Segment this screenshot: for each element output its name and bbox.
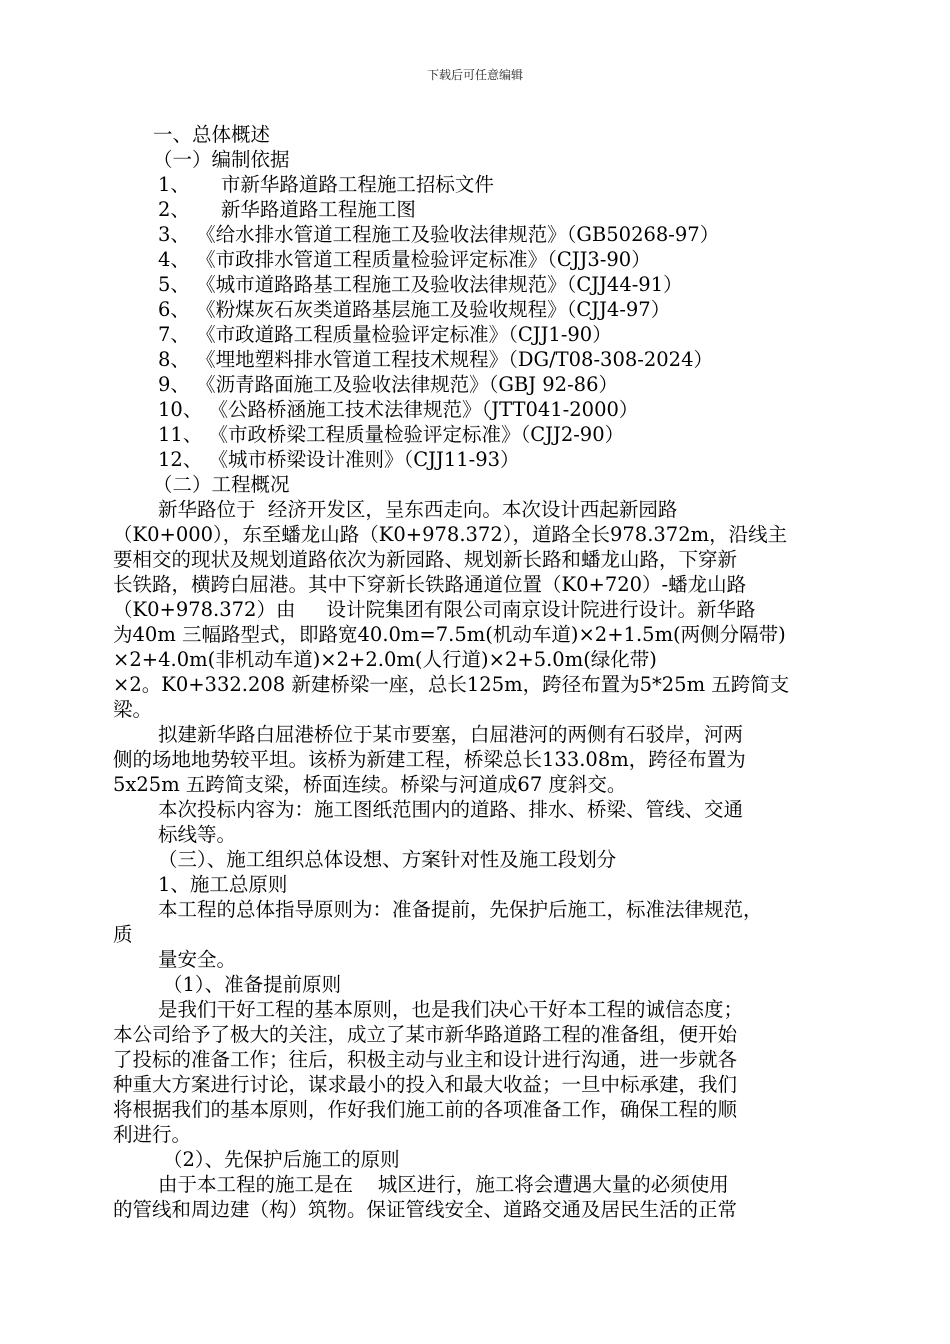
paragraph-line: ×2。K0+332.208 新建桥梁一座，总长125m，跨径布置为5*25m 五跨简支 [113, 673, 790, 696]
paragraph-line: 将根据我们的基本原则，作好我们施工前的各项准备工作，确保工程的顺 [113, 1098, 738, 1121]
item-heading: （1）、准备提前原则 [163, 973, 342, 996]
list-item: 4、 《市政排水管道工程质量检验评定标准》（CJJ3-90） [158, 248, 651, 271]
paragraph-line: 本工程的总体指导原则为：准备提前，先保护后施工，标准法律规范， [158, 898, 763, 921]
subsection-heading: （一）编制依据 [153, 148, 290, 171]
list-item: 10、 《公路桥涵施工技术法律规范》（JTT041-2000） [158, 398, 639, 421]
item-heading: （2）、先保护后施工的原则 [163, 1148, 400, 1171]
paragraph-line: 拟建新华路白屈港桥位于某市要塞，白屈港河的两侧有石驳岸，河两 [158, 723, 744, 746]
paragraph-line: 了投标的准备工作；往后，积极主动与业主和设计进行沟通，进一步就各 [113, 1048, 738, 1071]
list-item: 11、 《市政桥梁工程质量检验评定标准》（CJJ2-90） [158, 423, 625, 446]
document-body [113, 122, 843, 1222]
paragraph-line: 量安全。 [158, 948, 237, 971]
subsection-heading: （三）、施工组织总体设想、方案针对性及施工段划分 [158, 848, 617, 871]
paragraph-line: 是我们干好工程的基本原则，也是我们决心干好本工程的诚信态度； [158, 998, 744, 1021]
item-heading: 1、施工总原则 [158, 873, 288, 896]
paragraph-line: 5x25m 五跨简支梁，桥面连续。桥梁与河道成67 度斜交。 [113, 773, 627, 796]
list-item: 9、 《沥青路面施工及验收法律规范》（GBJ 92-86） [158, 373, 618, 396]
paragraph-line: （K0+978.372）由 设计院集团有限公司南京设计院进行设计。新华路 [113, 598, 756, 621]
list-item: 7、 《市政道路工程质量检验评定标准》（CJJ1-90） [158, 323, 612, 346]
list-item: 3、 《给水排水管道工程施工及验收法律规范》（GB50268-97） [158, 223, 720, 246]
paragraph-line: 利进行。 [113, 1123, 192, 1146]
paragraph-line: 新华路位于 经济开发区，呈东西走向。本次设计西起新园路 [158, 498, 678, 521]
list-item: 6、 《粉煤灰石灰类道路基层施工及验收规程》（CJJ4-97） [158, 298, 671, 321]
paragraph-line: 标线等。 [158, 823, 237, 846]
paragraph-line: 长铁路，横跨白屈港。其中下穿新长铁路通道位置（K0+720）-蟠龙山路 [113, 573, 747, 596]
paragraph-line: （K0+000），东至蟠龙山路（K0+978.372），道路全长978.372m，沿线主 [113, 523, 788, 546]
list-item: 12、 《城市桥梁设计准则》（CJJ11-93） [158, 448, 520, 471]
list-item: 1、 市新华路道路工程施工招标文件 [158, 173, 494, 196]
paragraph-line: 由于本工程的施工是在 城区进行，施工将会遭遇大量的必须使用 [158, 1173, 729, 1196]
list-item: 8、 《埋地塑料排水管道工程技术规程》（DG/T08-308-2024） [158, 348, 713, 371]
paragraph-line: 本次投标内容为：施工图纸范围内的道路、排水、桥梁、管线、交通 [158, 798, 744, 821]
paragraph-line: 种重大方案进行讨论，谋求最小的投入和最大收益；一旦中标承建，我们 [113, 1073, 738, 1096]
list-item: 5、 《城市道路路基工程施工及验收法律规范》（CJJ44-91） [158, 273, 683, 296]
paragraph-line: 梁。 [113, 698, 153, 721]
paragraph-line: 的管线和周边建（构）筑物。保证管线安全、道路交通及居民生活的正常 [113, 1198, 738, 1221]
paragraph-line: 侧的场地地势较平坦。该桥为新建工程，桥梁总长133.08m，跨径布置为 [113, 748, 746, 771]
paragraph-line: 为40m 三幅路型式，即路宽40.0m=7.5m(机动车道)×2+1.5m(两侧分隔带) [113, 623, 786, 646]
page-header-note: 下载后可任意编辑 [426, 68, 523, 82]
paragraph-line: 质 [113, 923, 133, 946]
paragraph-line: ×2+4.0m(非机动车道)×2+2.0m(人行道)×2+5.0m(绿化带) [113, 648, 657, 671]
section-heading: 一、总体概述 [153, 123, 271, 146]
paragraph-line: 本公司给予了极大的关注，成立了某市新华路道路工程的准备组，便开始 [113, 1023, 738, 1046]
list-item: 2、 新华路道路工程施工图 [158, 198, 416, 221]
subsection-heading: （二）工程概况 [153, 473, 290, 496]
paragraph-line: 要相交的现状及规划道路依次为新园路、规划新长路和蟠龙山路，下穿新 [113, 548, 738, 571]
